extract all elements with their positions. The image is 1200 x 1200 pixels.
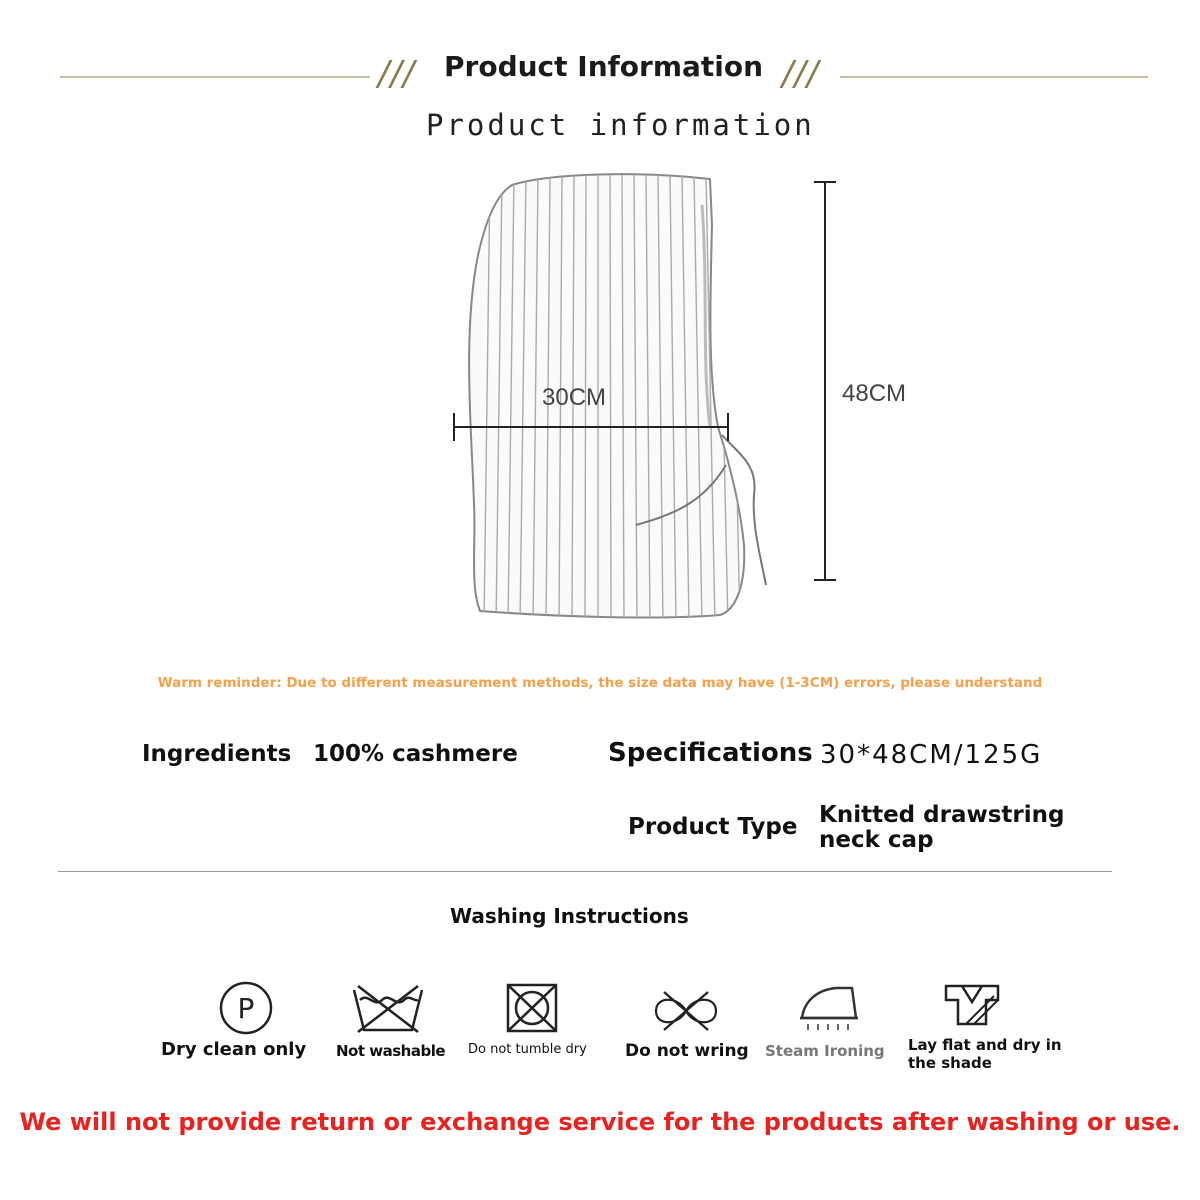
width-label: 30CM [542, 384, 607, 411]
ingredients-label: Ingredients [142, 741, 292, 767]
no-wring-icon [650, 988, 722, 1034]
no-wash-icon [350, 982, 426, 1034]
header-slashes-left: /// [378, 54, 416, 94]
specifications-label: Specifications [608, 738, 813, 768]
care-label-no-tumble-dry: Do not tumble dry [468, 1042, 587, 1057]
svg-text:P: P [237, 992, 255, 1025]
care-label-no-wring: Do not wring [625, 1041, 749, 1061]
page-subtitle: Product information [426, 108, 815, 142]
height-dimension-line [810, 178, 840, 584]
header-rule-left [60, 76, 370, 78]
ingredients-value: 100% cashmere [313, 741, 518, 767]
care-label-dry-clean: Dry clean only [161, 1039, 307, 1060]
washing-title: Washing Instructions [450, 904, 689, 928]
page-title: Product Information [444, 50, 764, 83]
lay-flat-shade-icon [940, 980, 1004, 1028]
header-slashes-right: /// [782, 54, 820, 94]
care-label-steam-ironing: Steam Ironing [765, 1042, 885, 1060]
section-divider [58, 871, 1112, 872]
care-label-not-washable: Not washable [336, 1042, 446, 1060]
size-reminder: Warm reminder: Due to different measurement methods, the size data may have (1-3CM) errors, please understand [157, 675, 1043, 691]
specifications-value: 30*48CM/125G [820, 740, 1043, 770]
product-type-label: Product Type [628, 814, 798, 840]
product-type-value-line1: Knitted drawstring [819, 802, 1065, 828]
care-label-lay-flat-line1: Lay flat and dry in [908, 1036, 1062, 1054]
height-label: 48CM [842, 380, 907, 407]
header-rule-right [840, 76, 1148, 78]
product-sketch [440, 165, 780, 625]
return-policy-warning: We will not provide return or exchange service for the products after washing or use. [19, 1108, 1181, 1136]
product-type-value-line2: neck cap [819, 827, 934, 853]
care-label-lay-flat-line2: the shade [908, 1054, 992, 1072]
dry-clean-icon [218, 980, 274, 1036]
steam-iron-icon [796, 982, 860, 1034]
no-tumble-dry-icon [505, 982, 559, 1034]
